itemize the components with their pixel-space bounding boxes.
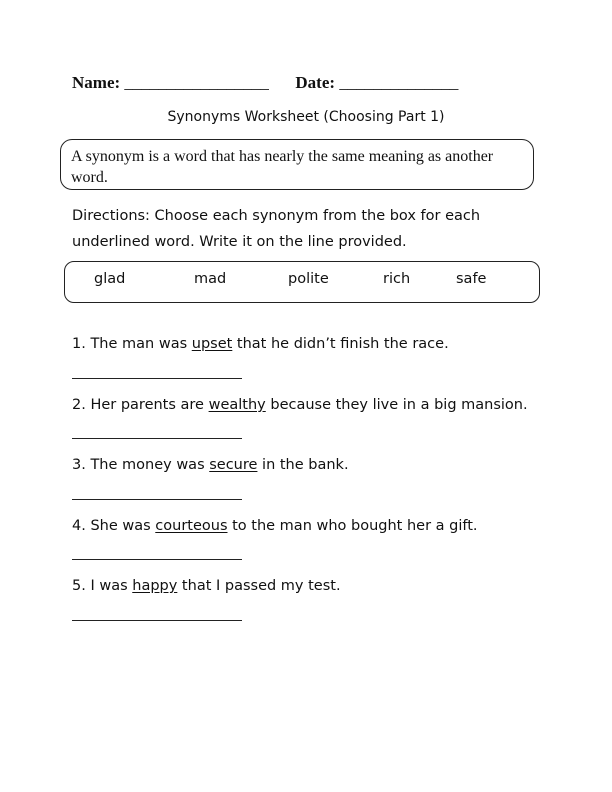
underlined-word: wealthy: [208, 397, 266, 413]
answer-line-2[interactable]: [72, 438, 242, 439]
question-text: because they live in a big mansion.: [265, 397, 528, 413]
underlined-word: secure: [209, 457, 258, 473]
question-text: to the man who bought her a gift.: [227, 518, 478, 534]
question-text: 4. She was: [72, 518, 156, 534]
word-bank-item: safe: [456, 271, 487, 287]
word-bank-item: mad: [194, 271, 227, 287]
question-text: that he didn’t finish the race.: [232, 336, 449, 352]
question-3: [72, 457, 349, 473]
question-text: 3. The money was: [72, 457, 210, 473]
question-1: [72, 336, 449, 352]
question-text: 2. Her parents are: [72, 397, 209, 413]
date-label: Date:: [295, 73, 336, 92]
word-bank-item: polite: [288, 271, 329, 287]
definition-text: A synonym is a word that has nearly the same meaning as another word.: [71, 148, 494, 186]
underlined-word: upset: [191, 336, 233, 352]
answer-line-5[interactable]: [72, 620, 242, 621]
question-text: 5. I was: [72, 578, 133, 594]
answer-line-4[interactable]: [72, 559, 242, 560]
question-5: [72, 578, 341, 594]
student-info-header: [72, 73, 458, 93]
answer-line-1[interactable]: [72, 378, 242, 379]
question-text: 1. The man was: [72, 336, 192, 352]
question-text: that I passed my test.: [177, 578, 341, 594]
question-2: [72, 397, 528, 413]
underlined-word: courteous: [155, 518, 228, 534]
name-label: Name:: [72, 73, 121, 92]
question-text: in the bank.: [257, 457, 349, 473]
date-blank[interactable]: ______________: [339, 73, 459, 92]
worksheet-title: Synonyms Worksheet (Choosing Part 1): [167, 109, 445, 125]
word-bank-item: rich: [383, 271, 411, 287]
name-blank[interactable]: _________________: [124, 73, 269, 92]
directions-text: Directions: Choose each synonym from the box for each underlined word. Write it on the line provided.: [72, 208, 481, 250]
answer-line-3[interactable]: [72, 499, 242, 500]
question-4: [72, 518, 478, 534]
word-bank-item: glad: [94, 271, 126, 287]
underlined-word: happy: [132, 578, 178, 594]
